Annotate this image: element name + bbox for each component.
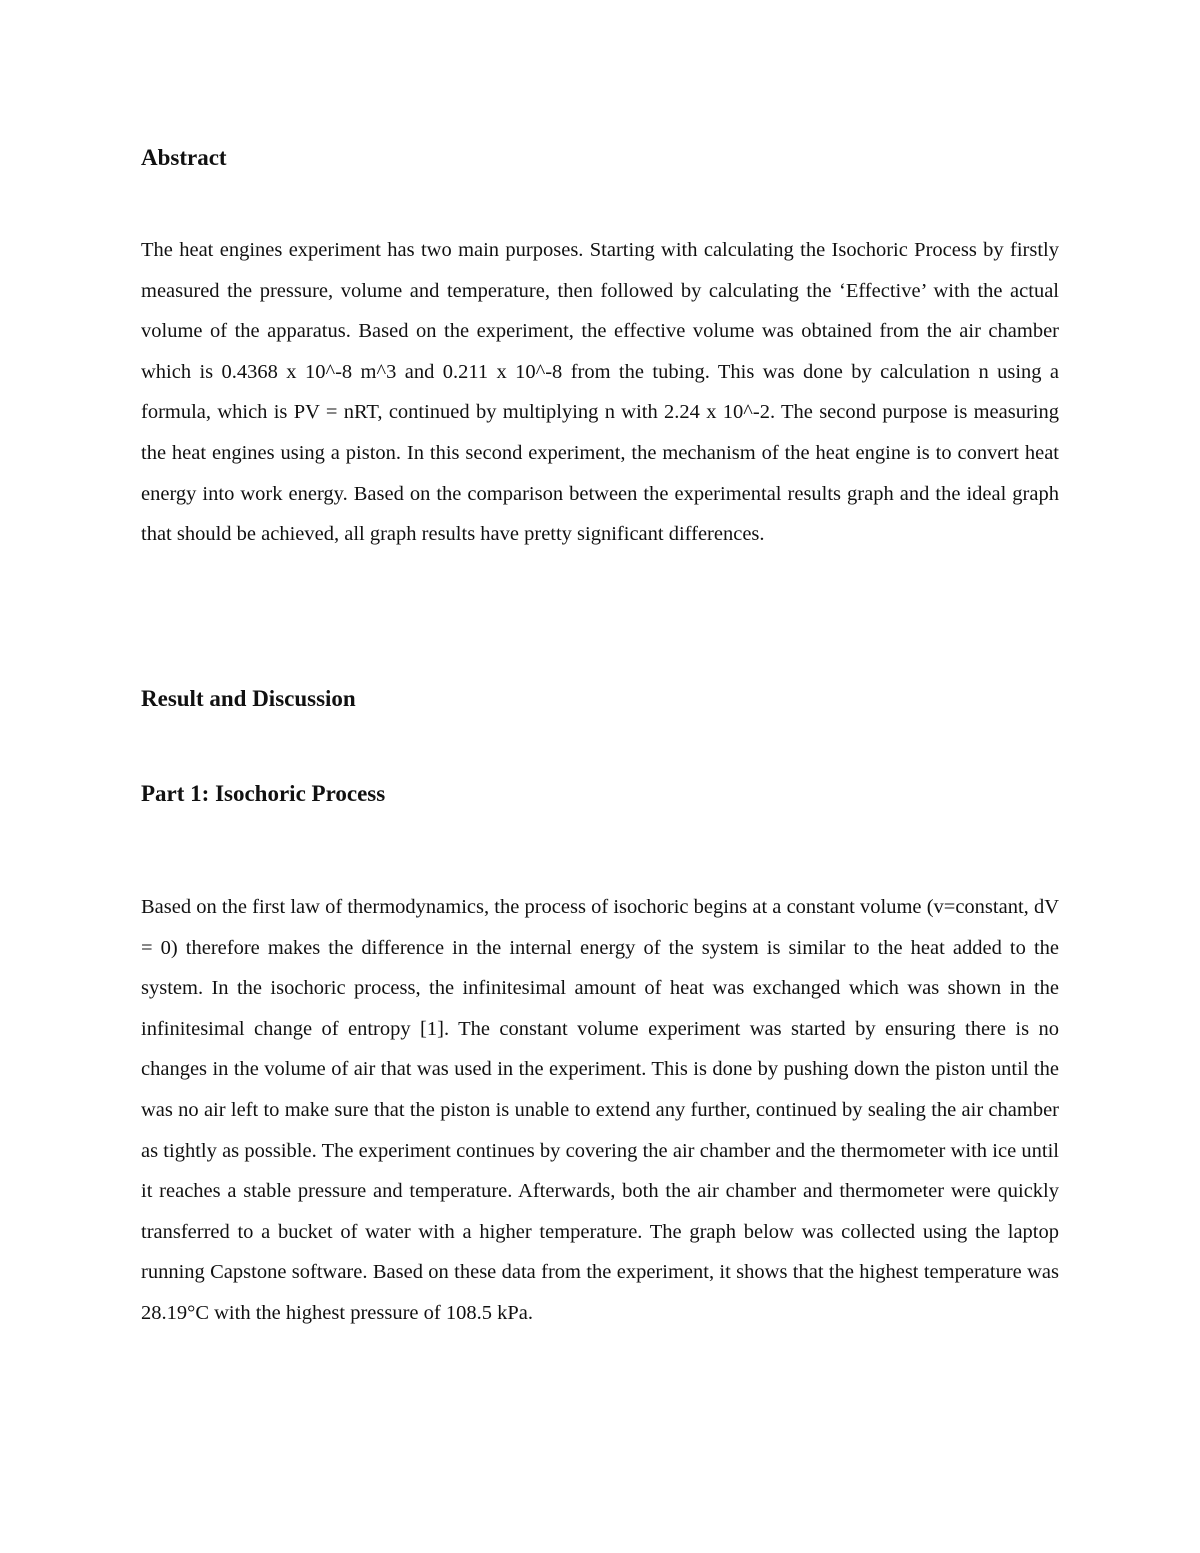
result-and-discussion-heading: Result and Discussion [141, 686, 356, 711]
part1-paragraph: Based on the first law of thermodynamics, the process of isochoric begins at a constant volume (v=constant, dV = 0) therefore makes the difference in the internal energy of the system is similar to the heat added to the system. In the isochoric process, the infinitesimal amount of heat was exchanged which was shown in the infinitesimal change of entropy [1]. The constant volume experiment was started by ensuring there is no changes in the volume of air that was used in the experiment. This is done by pushing down the piston until the was no air left to make sure that the piston is unable to extend any further, continued by sealing the air chamber as tightly as possible. The experiment continues by covering the air chamber and the thermometer with ice until it reaches a stable pressure and temperature. Afterwards, both the air chamber and thermometer were quickly transferred to a bucket of water with a higher temperature. The graph below was collected using the laptop running Capstone software. Based on these data from the experiment, it shows that the highest temperature was 28.19°C with the highest pressure of 108.5 kPa. [141, 896, 1059, 1324]
abstract-heading: Abstract [141, 145, 227, 170]
abstract-paragraph: The heat engines experiment has two main purposes. Starting with calculating the Isochoric Process by firstly measured the pressure, volume and temperature, then followed by calculating the ‘Effective’ with the actual volume of the apparatus. Based on the experiment, the effective volume was obtained from the air chamber which is 0.4368 x 10^-8 m^3 and 0.211 x 10^-8 from the tubing. This was done by calculation n using a formula, which is PV = nRT, continued by multiplying n with 2.24 x 10^-2. The second purpose is measuring the heat engines using a piston. In this second experiment, the mechanism of the heat engine is to convert heat energy into work energy. Based on the comparison between the experimental results graph and the ideal graph that should be achieved, all graph results have pretty significant differences. [141, 239, 1059, 546]
part1-isochoric-heading: Part 1: Isochoric Process [141, 781, 386, 806]
